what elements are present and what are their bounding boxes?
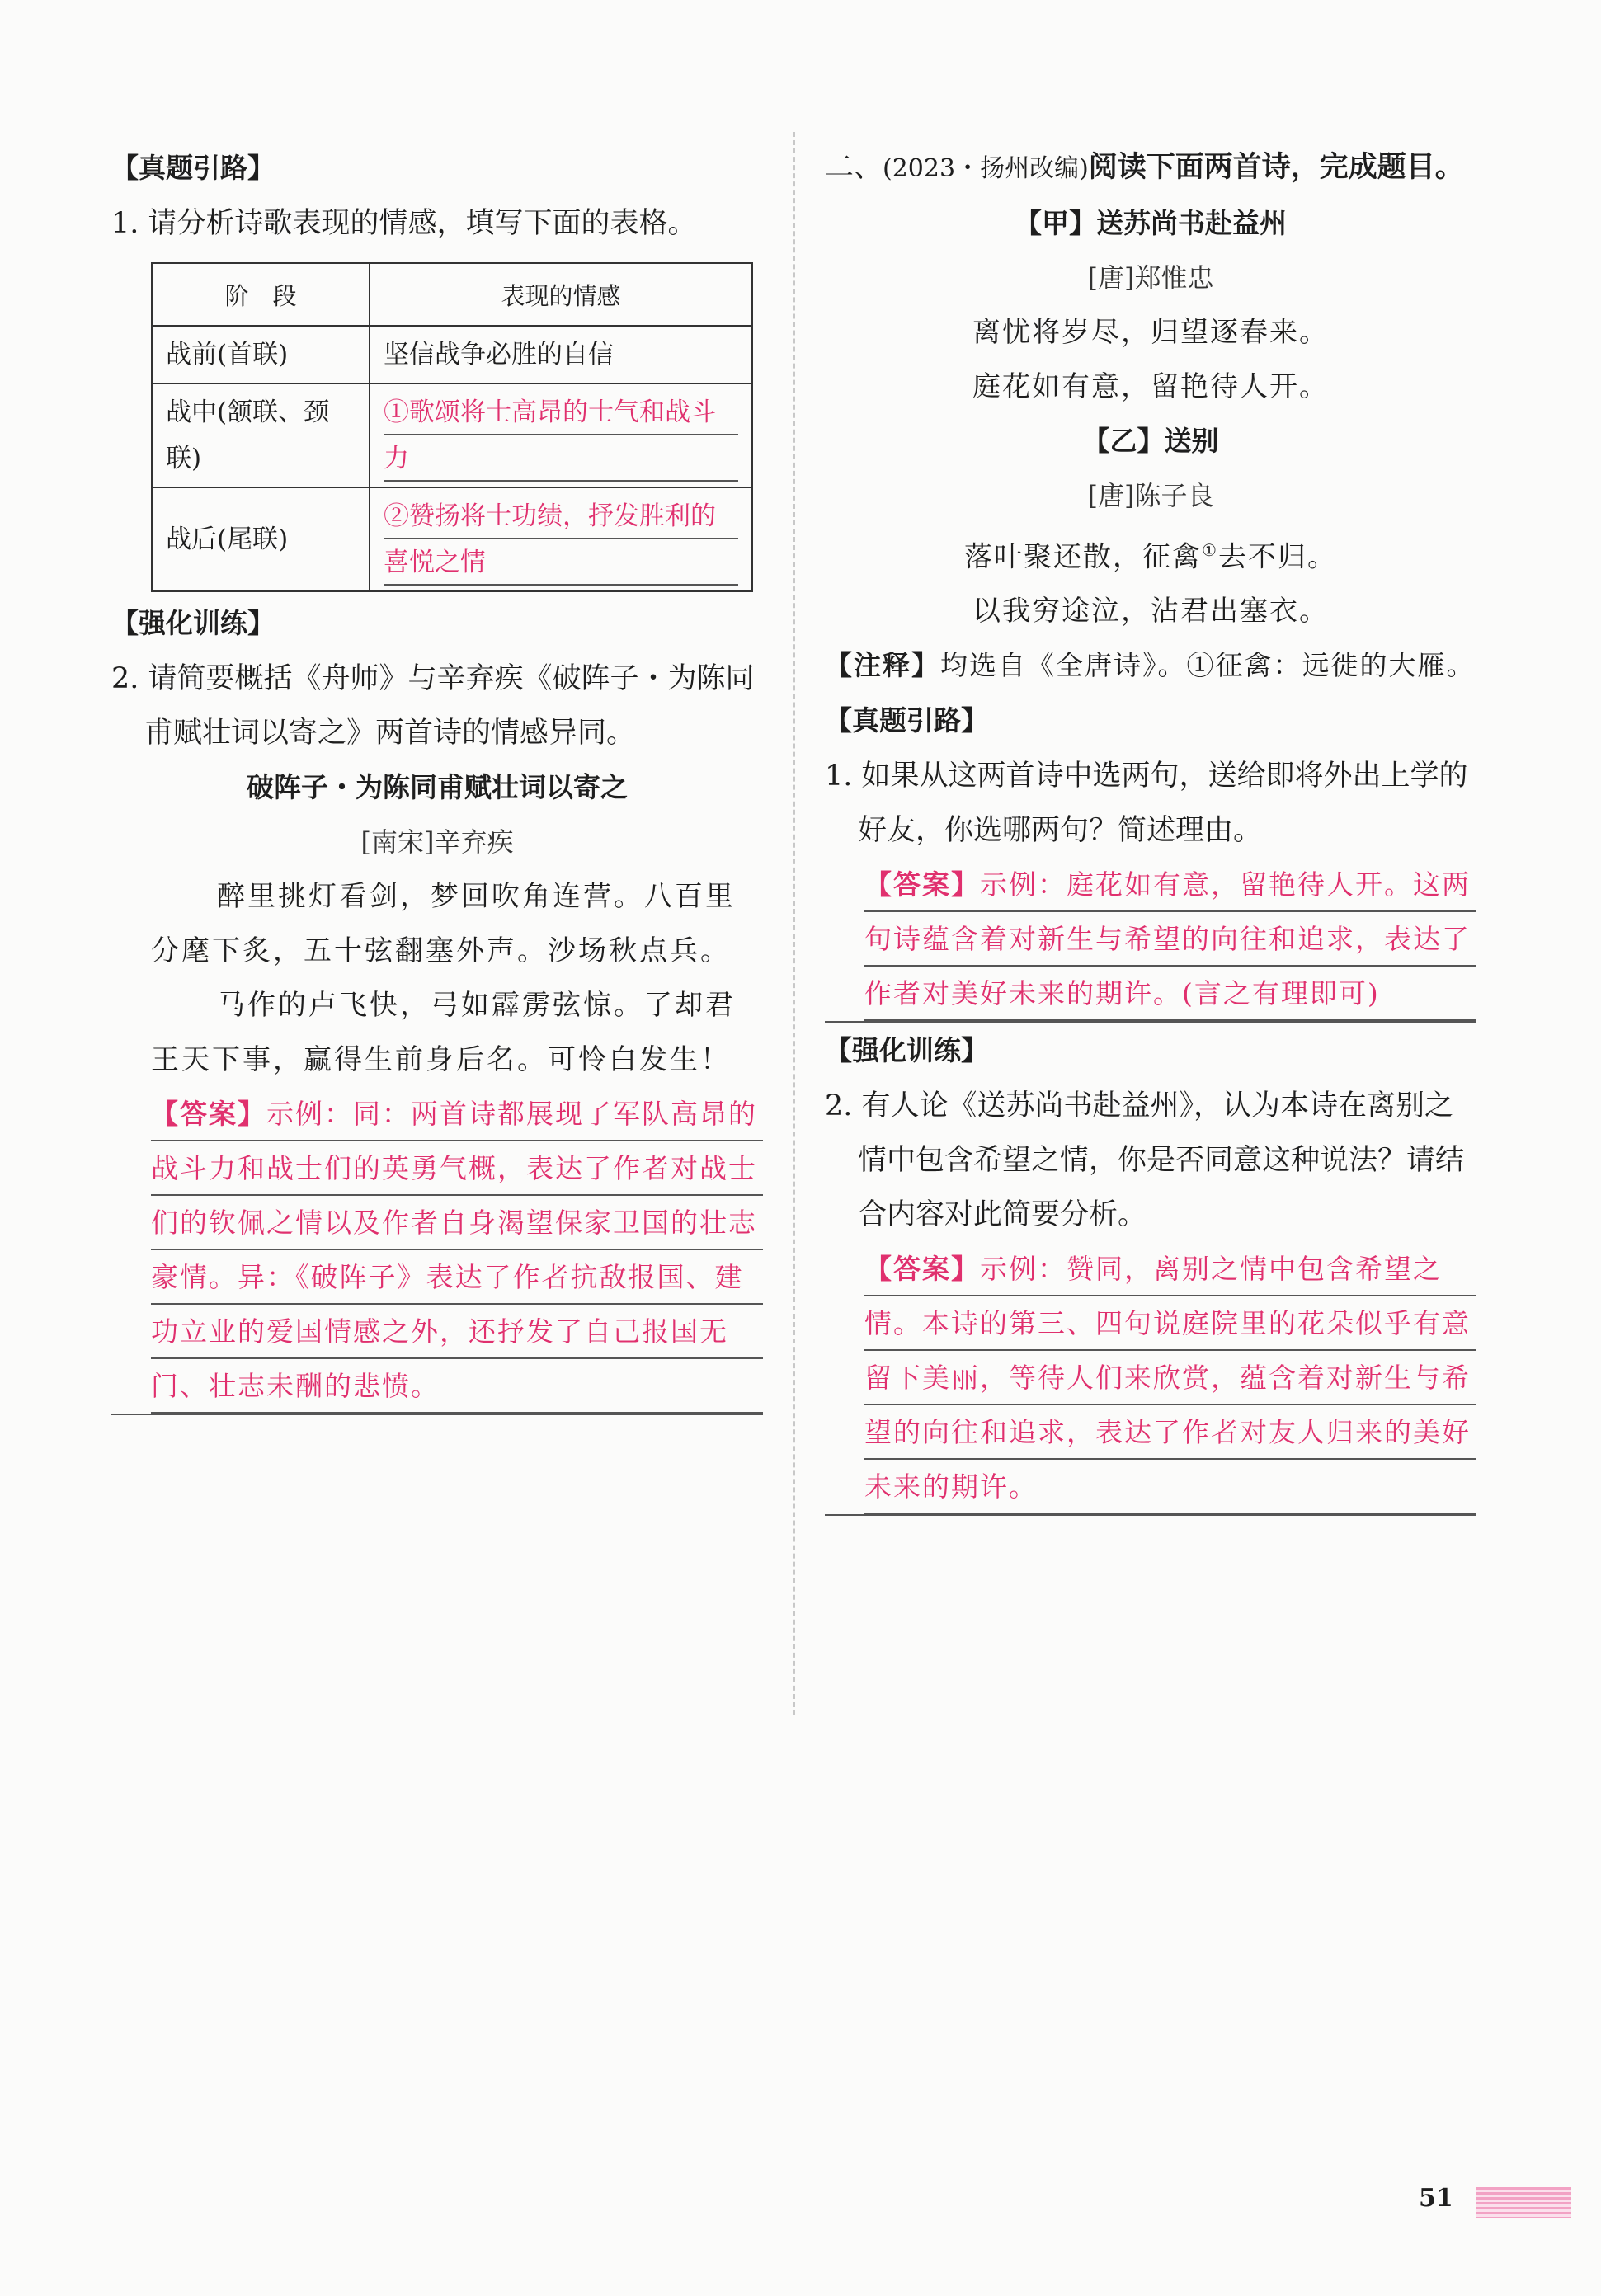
poem-a-line: 离忧将岁尽，归望逐春来。	[972, 316, 1329, 349]
table-cell-emotion	[370, 487, 752, 591]
section-header-training: 【强化训练】	[825, 1034, 988, 1067]
table-cell-emotion	[370, 383, 752, 487]
table-header-emotion: 表现的情感	[370, 263, 752, 326]
question-1: 1. 请分析诗歌表现的情感，填写下面的表格。	[111, 207, 697, 240]
answer-block	[825, 1242, 1476, 1516]
answer-label: 【答案】	[864, 1253, 980, 1286]
poem-b-title: 【乙】送别	[1082, 425, 1219, 457]
poem-stanza-1: 醉里挑灯看剑，梦回吹角连营。八百里分麾下炙，五十弦翻塞外声。沙场秋点兵。	[151, 880, 736, 967]
emotion-table	[151, 262, 753, 592]
poem-a-title: 【甲】送苏尚书赴益州	[1015, 207, 1287, 239]
table-row	[152, 383, 752, 487]
table-cell-stage: 战中(颔联、颈联)	[152, 383, 370, 487]
answer-block	[111, 1087, 763, 1415]
answer-block	[825, 858, 1476, 1023]
poem-b-line	[825, 523, 1476, 584]
answer-text: 示例：庭花如有意，留艳待人开。这两句诗蕴含着对新生与希望的向往和追求，表达了作者对美好未来的期许。(言之有理即可)	[864, 868, 1471, 1010]
question-2: 2. 有人论《送苏尚书赴益州》，认为本诗在离别之情中包含希望之情，你是否同意这种说法？请结合内容对此简要分析。	[825, 1089, 1465, 1232]
heading-text: 阅读下面两首诗，完成题目。	[1088, 150, 1464, 184]
heading-source: (2023・扬州改编)	[883, 154, 1089, 183]
answer-label: 【答案】	[864, 868, 980, 901]
poem-b-line1-b: 去不归。	[1217, 540, 1337, 574]
heading-prefix: 二、	[825, 151, 883, 184]
section-heading	[825, 140, 1476, 196]
poem-a-author: [唐]郑惟忠	[1087, 262, 1214, 294]
page-decoration-bar	[1476, 2187, 1571, 2218]
answer-2	[151, 1087, 763, 1414]
section-header-real-exam: 【真题引路】	[825, 704, 988, 737]
table-cell-emotion: 坚信战争必胜的自信	[370, 326, 752, 383]
answer-label: 【答案】	[151, 1098, 266, 1130]
left-column	[111, 140, 763, 1415]
table-answer: ①歌颂将士高昂的士气和战斗力	[384, 389, 738, 482]
section-header-training: 【强化训练】	[111, 607, 275, 639]
poem-title: 破阵子・为陈同甫赋壮词以寄之	[247, 771, 628, 803]
section-header-real-exam: 【真题引路】	[111, 152, 275, 184]
poem-b-line: 以我穷途泣，沾君出塞衣。	[972, 595, 1329, 628]
note-label: 【注释】	[825, 649, 940, 682]
footnote-marker: ①	[1202, 540, 1218, 560]
table-row	[152, 487, 752, 591]
poem-a-line: 庭花如有意，留艳待人开。	[972, 370, 1329, 403]
answer-text: 示例：同：两首诗都展现了军队高昂的战斗力和战士们的英勇气概，表达了作者对战士们的钦佩之情以及作者自身渴望保家卫国的壮志豪情。异：《破阵子》表达了作者抗敌报国、建功立业的爱国情感之外，还抒发了自己报国无门、壮志未酬的悲愤。	[151, 1098, 757, 1402]
right-column	[825, 140, 1476, 1516]
poem-b-author: [唐]陈子良	[1087, 480, 1214, 511]
annotation	[825, 638, 1476, 693]
table-row	[152, 326, 752, 383]
page-number: 51	[1419, 2184, 1453, 2213]
table-cell-stage: 战前(首联)	[152, 326, 370, 383]
poem-stanza-2: 马作的卢飞快，弓如霹雳弦惊。了却君王天下事，赢得生前身后名。可怜白发生！	[151, 989, 736, 1076]
table-header-stage: 阶 段	[152, 263, 370, 326]
answer-2	[864, 1242, 1476, 1514]
question-2: 2. 请简要概括《舟师》与辛弃疾《破阵子・为陈同甫赋壮词以寄之》两首诗的情感异同。	[111, 662, 755, 750]
note-text: 均选自《全唐诗》。①征禽：远徙的大雁。	[940, 649, 1476, 682]
answer-text: 示例：赞同，离别之情中包含希望之情。本诗的第三、四句说庭院里的花朵似乎有意留下美丽，等待人们来欣赏，蕴含着对新生与希望的向往和追求，表达了作者对友人归来的美好未来的期许。	[864, 1253, 1471, 1503]
column-divider	[793, 132, 795, 1715]
poem-author: [南宋]辛弃疾	[360, 826, 514, 858]
poem-b-line1-a: 落叶聚还散，征禽	[964, 540, 1203, 574]
question-1: 1. 如果从这两首诗中选两句，送给即将外出上学的好友，你选哪两句？简述理由。	[825, 760, 1468, 848]
table-answer: ②赞扬将士功绩，抒发胜利的喜悦之情	[384, 493, 738, 586]
answer-1	[864, 858, 1476, 1021]
table-cell-stage: 战后(尾联)	[152, 487, 370, 591]
